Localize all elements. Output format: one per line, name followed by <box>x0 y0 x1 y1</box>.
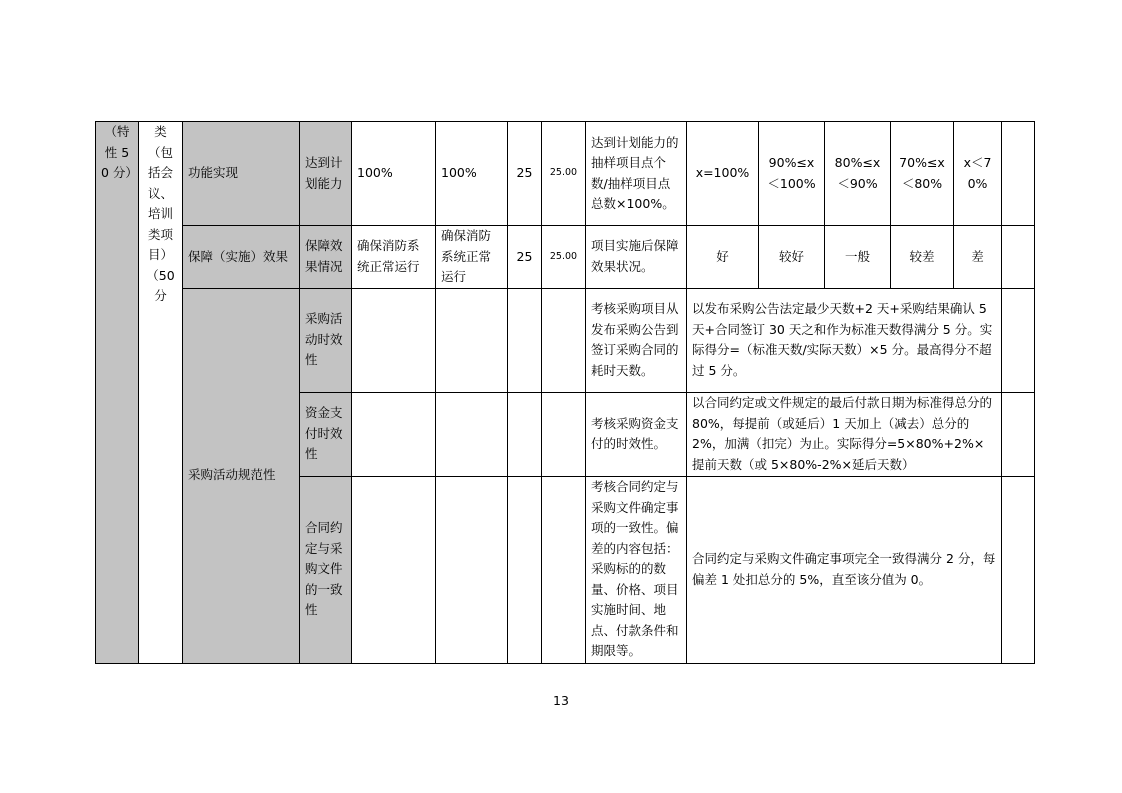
grade-cell: 70%≤x＜80% <box>891 122 954 226</box>
description-cell: 考核采购资金支付的时效性。 <box>586 392 687 476</box>
score-cell <box>542 288 586 392</box>
weight-cell <box>508 476 542 663</box>
actual-value-cell: 100% <box>436 122 508 226</box>
grade-cell: 较差 <box>891 226 954 289</box>
score-cell: 25.00 <box>542 226 586 289</box>
secondary-indicator-cell: 采购活动规范性 <box>183 288 300 663</box>
actual-value-cell <box>436 288 508 392</box>
note-cell <box>1002 226 1035 289</box>
description-cell: 考核采购项目从发布采购公告到签订采购合同的耗时天数。 <box>586 288 687 392</box>
description-cell: 项目实施后保障效果状况。 <box>586 226 687 289</box>
category-cell <box>139 122 183 664</box>
grade-cell: x＜70% <box>954 122 1002 226</box>
note-cell <box>1002 288 1035 392</box>
grade-cell: 差 <box>954 226 1002 289</box>
grade-cell: 较好 <box>759 226 825 289</box>
weight-cell: 25 <box>508 226 542 289</box>
score-cell <box>542 476 586 663</box>
note-cell <box>1002 476 1035 663</box>
grade-cell: 90%≤x＜100% <box>759 122 825 226</box>
primary-indicator-cell <box>96 122 139 664</box>
weight-cell <box>508 288 542 392</box>
grade-cell: 好 <box>687 226 759 289</box>
tertiary-indicator-cell: 采购活动时效性 <box>300 288 352 392</box>
weight-cell: 25 <box>508 122 542 226</box>
primary-indicator-text: （特性 50 分） <box>101 124 138 180</box>
scoring-rule-cell: 以合同约定或文件规定的最后付款日期为标准得总分的 80%，每提前（或延后）1 天加上（减去）总分的 2%，加满（扣完）为止。实际得分=5×80%+2%×提前天数（或 5×80%-2%×延后天数） <box>687 392 1002 476</box>
score-cell: 25.00 <box>542 122 586 226</box>
grade-cell: 80%≤x＜90% <box>825 122 891 226</box>
description-cell: 达到计划能力的抽样项目点个数/抽样项目点总数×100%。 <box>586 122 687 226</box>
scoring-rule-cell: 以发布采购公告法定最少天数+2 天+采购结果确认 5 天+合同签订 30 天之和作为标准天数得满分 5 分。实际得分=（标准天数/实际天数）×5 分。最高得分不超过 5 分。 <box>687 288 1002 392</box>
tertiary-indicator-cell: 资金支付时效性 <box>300 392 352 476</box>
grade-cell: x=100% <box>687 122 759 226</box>
actual-value-cell <box>436 392 508 476</box>
grade-cell: 一般 <box>825 226 891 289</box>
secondary-indicator-cell: 保障（实施）效果 <box>183 226 300 289</box>
weight-cell <box>508 392 542 476</box>
category-text: 类（包括会议、培训类项目）（50 分 <box>146 124 175 303</box>
score-cell <box>542 392 586 476</box>
annual-target-cell: 100% <box>352 122 436 226</box>
note-cell <box>1002 122 1035 226</box>
actual-value-cell: 确保消防系统正常运行 <box>436 226 508 289</box>
description-cell: 考核合同约定与采购文件确定事项的一致性。偏差的内容包括：采购标的的数量、价格、项目实施时间、地点、付款条件和期限等。 <box>586 476 687 663</box>
scoring-rule-cell: 合同约定与采购文件确定事项完全一致得满分 2 分，每偏差 1 处扣总分的 5%，直至该分值为 0。 <box>687 476 1002 663</box>
tertiary-indicator-cell: 达到计划能力 <box>300 122 352 226</box>
annual-target-cell <box>352 392 436 476</box>
annual-target-cell <box>352 476 436 663</box>
tertiary-indicator-cell: 合同约定与采购文件的一致性 <box>300 476 352 663</box>
tertiary-indicator-cell: 保障效果情况 <box>300 226 352 289</box>
page-number: 13 <box>553 693 569 708</box>
actual-value-cell <box>436 476 508 663</box>
performance-table <box>95 121 1035 664</box>
annual-target-cell: 确保消防系统正常运行 <box>352 226 436 289</box>
annual-target-cell <box>352 288 436 392</box>
secondary-indicator-cell: 功能实现 <box>183 122 300 226</box>
note-cell <box>1002 392 1035 476</box>
